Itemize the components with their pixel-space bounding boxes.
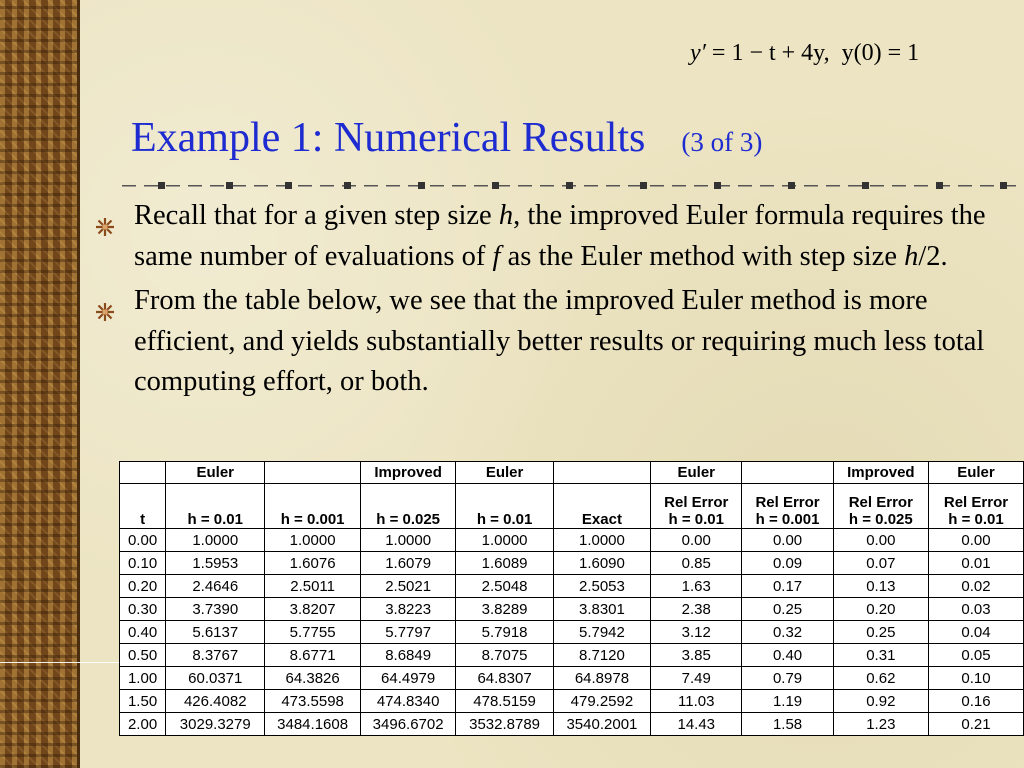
table-header-line: h = 0.01 [476,511,533,528]
table-cell: 0.03 [928,598,1023,621]
table-cell: 3540.2001 [553,713,650,736]
table-cell: 1.6079 [360,552,456,575]
table-cell: 1.00 [120,667,166,690]
table-cell: 0.62 [833,667,928,690]
table-header-row [120,462,1024,484]
table-header-line: Rel Error [943,494,1009,511]
table-cell: 1.0000 [265,529,361,552]
table-header-line: h = 0.01 [668,511,724,528]
bullet-item [96,281,1006,403]
table-header-cell [553,462,650,484]
table-cell: 3.8301 [553,598,650,621]
table-cell: 1.0000 [456,529,553,552]
bullet-text: /2. [918,240,948,272]
table-header-line: h = 0.025 [376,511,441,528]
table-cell: 0.32 [742,621,833,644]
table-row [120,713,1024,736]
table-cell: 3029.3279 [166,713,265,736]
table-cell: 1.0000 [360,529,456,552]
table-cell: 3.8223 [360,598,456,621]
table-cell: 0.00 [651,529,742,552]
divider-dot [714,182,721,189]
bullet-text: Recall that for a given step size [134,200,499,231]
results-table [119,461,1024,736]
table-cell: 1.19 [742,690,833,713]
table-cell: 1.6090 [553,552,650,575]
table-cell: 0.50 [120,644,166,667]
table-cell: 0.10 [120,552,166,575]
table-header-line: h = 0.01 [948,511,1004,528]
table-cell: 479.2592 [553,690,650,713]
table-header-line: Exact [581,511,622,528]
table-header-cell: Euler [456,462,553,484]
table-cell: 0.13 [833,575,928,598]
table-cell: 2.5053 [553,575,650,598]
table-cell: 5.7918 [456,621,553,644]
table-cell: 3.12 [651,621,742,644]
table-cell: 8.6771 [265,644,361,667]
decorative-wood-border [0,0,80,768]
table-cell: 8.3767 [166,644,265,667]
table-row [120,552,1024,575]
table-cell: 8.6849 [360,644,456,667]
table-header-line: t [140,511,146,528]
bullet-italic-symbol: f [492,240,501,272]
table-header-cell [166,484,265,529]
bullet-item [96,196,1006,277]
table-cell: 2.4646 [166,575,265,598]
table-cell: 1.0000 [553,529,650,552]
bullet-text: From the table below, we see that the improved Euler method is more efficient, and yields substantially better results or requiring much less total computing effort, or both. [134,285,985,397]
table-cell: 1.58 [742,713,833,736]
table-cell: 1.63 [651,575,742,598]
table-cell: 2.38 [651,598,742,621]
table-header-cell [928,484,1023,529]
divider-dot [566,182,573,189]
slide-title-sub: (3 of 3) [681,127,763,157]
table-row [120,598,1024,621]
table-row [120,667,1024,690]
table-cell: 64.8978 [553,667,650,690]
formula-initial-condition: y(0) = 1 [841,40,920,66]
table-header-cell [120,484,166,529]
table-header-cell [742,484,833,529]
table-header-line: h = 0.001 [755,511,820,528]
table-header-cell [742,462,833,484]
table-row [120,690,1024,713]
table-cell: 1.6089 [456,552,553,575]
table-cell: 3.8207 [265,598,361,621]
table-header-line: h = 0.025 [848,511,913,528]
divider-dot [344,182,351,189]
table-cell: 64.3826 [265,667,361,690]
table-header-line: Rel Error [664,494,729,511]
table-cell: 0.40 [120,621,166,644]
table-header-line: Rel Error [755,494,820,511]
bullet-text: as the Euler method with step size [500,240,905,272]
table-header-cell [360,484,456,529]
table-cell: 1.6076 [265,552,361,575]
table-row [120,644,1024,667]
divider-dot [862,182,869,189]
table-cell: 5.7797 [360,621,456,644]
table-cell: 0.05 [928,644,1023,667]
table-cell: 11.03 [651,690,742,713]
table-cell: 0.79 [742,667,833,690]
table-header-cell: Improved [833,462,928,484]
table-cell: 1.50 [120,690,166,713]
table-cell: 0.17 [742,575,833,598]
divider-dot [788,182,795,189]
table-cell: 0.30 [120,598,166,621]
table-cell: 0.01 [928,552,1023,575]
table-cell: 0.09 [742,552,833,575]
table-header-cell: Euler [928,462,1023,484]
table-cell: 60.0371 [166,667,265,690]
table-cell: 2.00 [120,713,166,736]
table-header-cell: Euler [166,462,265,484]
bullet-italic-symbol: h [498,200,514,231]
table-cell: 7.49 [651,667,742,690]
table-header-line: h = 0.01 [187,511,243,528]
table-cell: 3.8289 [456,598,553,621]
table-header-cell [265,484,361,529]
table-row [120,575,1024,598]
table-cell: 0.85 [651,552,742,575]
table-cell: 2.5021 [360,575,456,598]
table-cell: 0.02 [928,575,1023,598]
table-cell: 0.16 [928,690,1023,713]
divider-dot [1000,182,1007,189]
table-header-cell: Improved [360,462,456,484]
table-cell: 0.20 [833,598,928,621]
bullet-text: , the improved Euler formula requires the same number of evaluations of [134,200,986,272]
formula-lhs: y′ [690,40,706,66]
results-table-container [119,461,1024,736]
table-cell: 426.4082 [166,690,265,713]
divider-dot [936,182,943,189]
table-header-line: Rel Error [848,494,913,511]
table-cell: 8.7075 [456,644,553,667]
divider-dot [418,182,425,189]
table-header-cell [265,462,361,484]
table-cell: 0.00 [833,529,928,552]
asterisk-bullet-icon [96,208,114,226]
asterisk-bullet-icon [96,293,114,311]
table-header-cell [456,484,553,529]
table-cell: 0.31 [833,644,928,667]
table-cell: 64.4979 [360,667,456,690]
table-cell: 14.43 [651,713,742,736]
table-cell: 5.6137 [166,621,265,644]
table-cell: 0.00 [120,529,166,552]
divider-dot [226,182,233,189]
table-cell: 1.5953 [166,552,265,575]
table-header-cell [833,484,928,529]
table-cell: 8.7120 [553,644,650,667]
table-header-line: h = 0.001 [280,511,345,528]
table-cell: 0.40 [742,644,833,667]
table-header-cell [651,484,742,529]
table-cell: 3.7390 [166,598,265,621]
formula-rhs: = 1 − t + 4y, [711,40,830,66]
table-cell: 1.0000 [166,529,265,552]
table-cell: 0.25 [742,598,833,621]
slide-title-main: Example 1: Numerical Results [131,115,646,161]
ode-formula [690,40,919,67]
table-cell: 474.8340 [360,690,456,713]
table-cell: 0.92 [833,690,928,713]
table-header-cell [120,462,166,484]
divider-dot [492,182,499,189]
table-cell: 1.23 [833,713,928,736]
table-row [120,621,1024,644]
table-cell: 0.00 [742,529,833,552]
table-header-cell [553,484,650,529]
table-cell: 3484.1608 [265,713,361,736]
table-cell: 478.5159 [456,690,553,713]
table-header-row [120,484,1024,529]
table-cell: 0.07 [833,552,928,575]
bullet-italic-symbol: h [904,240,919,272]
table-cell: 473.5598 [265,690,361,713]
table-cell: 2.5011 [265,575,361,598]
table-cell: 0.04 [928,621,1023,644]
table-row [120,529,1024,552]
title-divider-dots [122,182,1018,190]
slide-title [131,114,762,162]
table-cell: 0.21 [928,713,1023,736]
table-cell: 0.10 [928,667,1023,690]
table-cell: 3496.6702 [360,713,456,736]
table-header-cell: Euler [651,462,742,484]
table-cell: 0.00 [928,529,1023,552]
table-cell: 5.7942 [553,621,650,644]
table-cell: 3532.8789 [456,713,553,736]
table-cell: 3.85 [651,644,742,667]
divider-dot [285,182,292,189]
table-cell: 0.25 [833,621,928,644]
bullet-list [96,196,1006,407]
table-cell: 0.20 [120,575,166,598]
divider-dot [158,182,165,189]
table-cell: 64.8307 [456,667,553,690]
table-cell: 5.7755 [265,621,361,644]
divider-dot [640,182,647,189]
table-cell: 2.5048 [456,575,553,598]
